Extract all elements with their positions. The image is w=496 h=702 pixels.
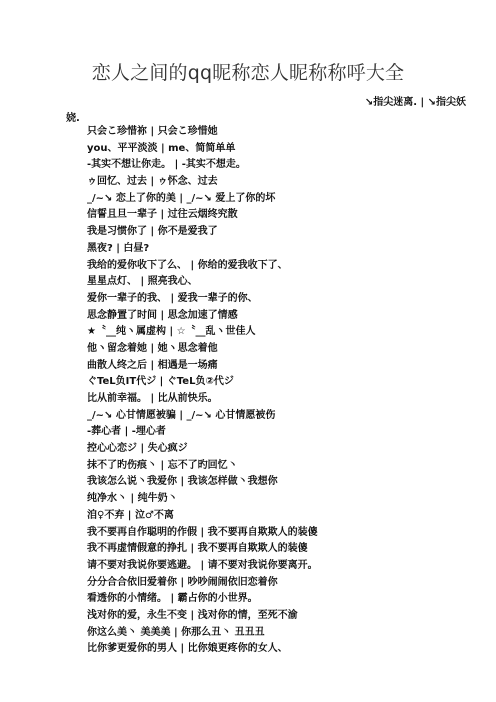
nickname-pair-line: 分分合合依旧爱着你 | 吵吵闹闹依旧恋着你: [87, 576, 278, 588]
nickname-pair-line: 洎♀不弃 | 泣♂不离: [87, 509, 174, 521]
nickname-pair-line: 黑夜? | 白昼?: [87, 242, 150, 254]
nickname-pair-line: 控心心恋ジ | 失心疯ジ: [87, 443, 188, 455]
nickname-pair-line: 思念静置了时间 | 思念加速了情感: [87, 309, 238, 321]
nickname-pair-line: 我该怎么说丶我爱你 | 我该怎样做丶我想你: [87, 476, 278, 488]
nickname-pair-line: ぐTeL负IT代ジ | ぐTeL负②代ジ: [87, 376, 234, 388]
nickname-pair-line: 你这么美丶 美美美 | 你那么丑丶 丑丑丑: [87, 626, 265, 638]
nickname-pair-line: 请不要对我说你要逃避。 | 请不要对我说你要离开。: [87, 559, 318, 571]
attribution-line-wrap: 娆.: [66, 113, 80, 124]
nickname-pair-line: 看透你的小情绪。 | 霸占你的小世界。: [87, 593, 258, 605]
nickname-pair-line: 他ヽ留念着她 | 她ヽ思念着他: [87, 342, 218, 354]
nickname-pair-line: _/~↘ 恋上了你的美 | _/~↘ 爱上了你的坏: [87, 192, 276, 204]
nickname-pair-line: 星星点灯、 | 照亮我心、: [87, 276, 198, 288]
nickname-pair-line: 比你爹更爱你的男人 | 比你娘更疼你的女人、: [87, 643, 288, 655]
nickname-pair-list: [87, 124, 318, 658]
nickname-pair-line: 爱你一辈子的我、 | 爱我一辈子的你、: [87, 292, 258, 304]
document-title: 恋人之间的qq昵称恋人昵称称呼大全: [91, 62, 405, 84]
nickname-pair-line: you、平平淡淡 | me、简简单单: [87, 142, 236, 154]
attribution-line: ↘指尖迷离. | ↘指尖妖: [364, 97, 466, 108]
nickname-pair-line: 我是习惯你了 | 你不是爱我了: [87, 226, 218, 238]
nickname-pair-line: ★〝__纯ヽ属虚构 | ☆〝__乱ヽ世佳人: [87, 326, 256, 338]
nickname-pair-line: 比从前幸福。 | 比从前快乐。: [87, 393, 218, 404]
nickname-pair-line: -其实不想让你走。 | -其实不想走。: [87, 159, 246, 171]
nickname-pair-line: 浅对你的爱，永生不变 | 浅对你的情，至死不渝: [87, 609, 298, 621]
nickname-pair-line: 抹不了旳伤痕丶 | 忘不了旳回忆丶: [87, 459, 238, 471]
nickname-pair-line: 曲散人终之后 | 相遇是一场痛: [87, 359, 218, 371]
nickname-pair-line: 我不再虚情假意的挣扎 | 我不要再自欺欺人的装傻: [87, 543, 308, 555]
nickname-pair-line: 信誓且旦一辈子 | 过往云烟终究散: [87, 209, 238, 221]
nickname-pair-line: 我不要再自作聪明的作假 | 我不要再自欺欺人的装傻: [87, 526, 318, 538]
nickname-pair-line: 我给的爱你收下了么、 | 你给的爱我收下了、: [87, 259, 288, 271]
nickname-pair-line: _/~↘ 心甘情愿被骗 | _/~↘ 心甘情愿被伤: [87, 409, 276, 421]
nickname-pair-line: 纯净水丶 | 纯牛奶丶: [87, 493, 178, 505]
nickname-pair-line: ゥ回忆、过去 | ゥ怀念、过去: [87, 176, 218, 188]
nickname-pair-line: 只会こ珍惜祢 | 只会こ珍惜她: [87, 126, 218, 137]
nickname-pair-line: -葬心者 | -埋心者: [87, 426, 166, 438]
